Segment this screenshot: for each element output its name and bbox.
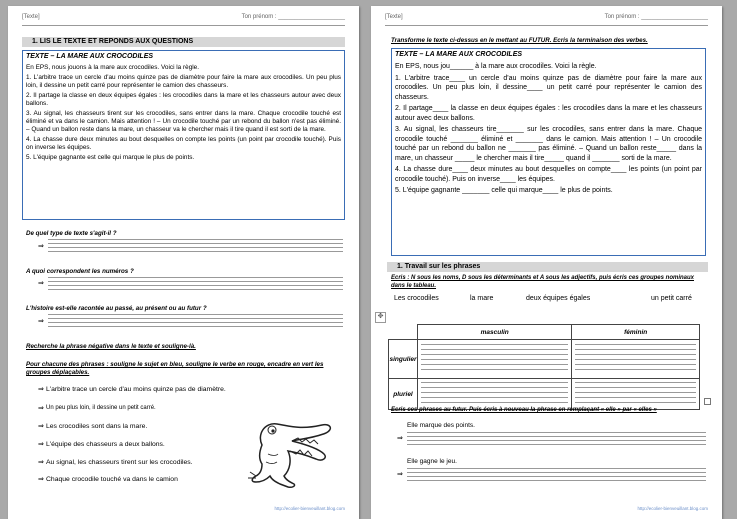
crocodile-illustration	[242, 410, 338, 490]
future-sentences-instruction: Ecris ces phrases au futur. Puis écris à nouveau la phrase en remplaçant « elle » par « elles »	[391, 407, 657, 413]
text-paragraph: 4. La chasse dure deux minutes au bout desquelles on compte les points (un point par crocodile touché). Puis on inverse les équipes.	[26, 136, 341, 151]
groups-table	[388, 324, 700, 410]
header-tag: [Texte]	[385, 14, 403, 20]
arrow-icon: ⇒	[38, 243, 44, 250]
row-pluriel: pluriel	[389, 379, 418, 410]
header-rule	[385, 25, 708, 26]
sentence: L'arbitre trace un cercle d'au moins quinze pas de diamètre.	[46, 386, 226, 393]
resize-handle-icon[interactable]	[704, 398, 711, 405]
arrow-icon: ⇒	[38, 280, 44, 287]
text-paragraph: 2. Il partage____ la classe en deux équipes égales : les crocodiles dans la mare et les chasseurs autour avec deux ballons.	[395, 105, 702, 122]
text-paragraph: 5. L'équipe gagnante _______ celle qui marque____ le plus de points.	[395, 187, 613, 194]
move-handle-icon[interactable]: ✥	[375, 312, 386, 323]
text-box	[22, 50, 345, 220]
text-title: TEXTE – LA MARE AUX CROCODILES	[395, 51, 523, 58]
text-paragraph: 4. La chasse dure____ deux minutes au bout desquelles on compte____ les points (un point par crocodile touché). Puis on inverse____ les équipes.	[395, 166, 702, 183]
future-instruction: Transforme le texte ci-dessus en le mettant au FUTUR. Ecris la terminaison des verbes.	[391, 37, 648, 44]
text-paragraph: En EPS, nous jou______ à la mare aux crocodiles. Voici la règle.	[395, 63, 597, 70]
cell-input[interactable]	[572, 340, 700, 379]
question-2: A quoi correspondent les numéros ?	[26, 268, 134, 275]
arrow-icon: ⇒	[397, 471, 403, 478]
text-paragraph: 3. Au signal, les chasseurs tirent sur les crocodiles, sans entrer dans la mare. Chaque crocodile touché est éliminé et va dans le camion. Mais attention ! – Un crocodile touché par un rebond du ballon n'est pas éliminé. – Quand un ballon reste dans la mare, un chasseur va le chercher mais il tire quand il est sorti de la mare.	[26, 110, 341, 133]
answer-lines[interactable]	[48, 314, 343, 330]
page-header	[385, 14, 708, 24]
arrow-icon: ⇒	[38, 459, 44, 466]
sentence: L'équipe des chasseurs a deux ballons.	[46, 441, 165, 448]
answer-lines[interactable]	[48, 277, 343, 293]
section-heading: 1. LIS LE TEXTE ET REPONDS AUX QUESTIONS	[22, 37, 345, 47]
section-heading: 1. Travail sur les phrases	[387, 262, 708, 272]
cell-input[interactable]	[572, 379, 700, 410]
future-sentence: Elle marque des points.	[407, 422, 475, 429]
arrow-icon: ⇒	[38, 476, 44, 483]
text-paragraph: 1. L'arbitre trace un cercle d'au moins quinze pas de diamètre pour faire la mare aux crocodiles. Un peu plus loin, il dessine un petit carré pour représenter le camion des chasseurs.	[26, 74, 341, 89]
arrow-icon: ⇒	[38, 423, 44, 430]
row-singulier: singulier	[389, 340, 418, 379]
header-tag: [Texte]	[22, 14, 40, 20]
text-paragraph: 2. Il partage la classe en deux équipes égales : les crocodiles dans la mare et les chasseurs autour avec deux ballons.	[26, 92, 341, 107]
header-feminin: féminin	[572, 325, 700, 340]
question-3: L'histoire est-elle racontée au passé, au présent ou au futur ?	[26, 305, 207, 312]
exercise-instruction: Ecris : N sous les noms, D sous les déterminants et A sous les adjectifs, puis écris ces groupes nominaux dans le tableau.	[391, 275, 694, 289]
group-word: deux équipes égales	[526, 295, 591, 302]
group-word: un petit carré	[651, 295, 692, 302]
cell-input[interactable]	[418, 340, 572, 379]
answer-lines[interactable]	[407, 432, 706, 448]
text-box	[391, 48, 706, 256]
group-word: Les crocodiles	[394, 295, 439, 302]
text-title: TEXTE – LA MARE AUX CROCODILES	[26, 53, 154, 60]
footer-url: http://ecolier-bienveuillant.blog.com	[274, 506, 345, 511]
text-paragraph: En EPS, nous jouons à la mare aux crocodiles. Voici la règle.	[26, 64, 199, 71]
header-masculin: masculin	[418, 325, 572, 340]
page-header	[22, 14, 345, 24]
arrow-icon: ⇒	[397, 435, 403, 442]
future-sentence: Elle gagne le jeu.	[407, 458, 457, 465]
question-1: De quel type de texte s'agit-il ?	[26, 230, 117, 237]
answer-lines[interactable]	[407, 468, 706, 484]
sentence: Un peu plus loin, il dessine un petit carré.	[46, 405, 156, 411]
header-rule	[22, 25, 345, 26]
text-paragraph: 3. Au signal, les chasseurs tire_______ sur les crocodiles, sans entrer dans la mare. Chaque crocodile touché _______ éliminé et _______ dans le camion. Mais attention ! – Un crocodile touché par un rebond du ballon ne _______ pas éliminé. – Quand un ballon reste_____ dans la mare, un chasseur _____ le chercher mais il tire_____ quand il _______ sorti de la mare.	[395, 126, 702, 162]
sentence: Au signal, les chasseurs tirent sur les crocodiles.	[46, 459, 193, 466]
text-paragraph: 5. L'équipe gagnante est celle qui marque le plus de points.	[26, 154, 195, 161]
sentence: Chaque crocodile touché va dans le camion	[46, 476, 178, 483]
footer-url: http://ecolier-bienveuillant.blog.com	[637, 506, 708, 511]
name-label: Ton prénom : ____________________	[604, 14, 708, 20]
question-5: Pour chacune des phrases : souligne le sujet en bleu, souligne le verbe en rouge, encadre en vert les groupes déplaçables.	[26, 361, 324, 376]
page-right	[371, 6, 722, 519]
sentence: Les crocodiles sont dans la mare.	[46, 423, 148, 430]
answer-lines[interactable]	[48, 239, 343, 255]
question-4: Recherche la phrase négative dans le texte et souligne-là.	[26, 343, 196, 350]
arrow-icon: ⇒	[38, 386, 44, 393]
arrow-icon: ⇒	[38, 441, 44, 448]
cell-input[interactable]	[418, 379, 572, 410]
arrow-icon: ⇒	[38, 318, 44, 325]
text-paragraph: 1. L'arbitre trace____ un cercle d'au moins quinze pas de diamètre pour faire la mare aux crocodiles. Un peu plus loin, il dessine____ un petit carré pour représenter le camion des chasseurs.	[395, 74, 702, 101]
page-left	[8, 6, 359, 519]
name-label: Ton prénom : ____________________	[241, 14, 345, 20]
group-word: la mare	[470, 295, 494, 302]
arrow-icon: ⇒	[38, 405, 44, 412]
